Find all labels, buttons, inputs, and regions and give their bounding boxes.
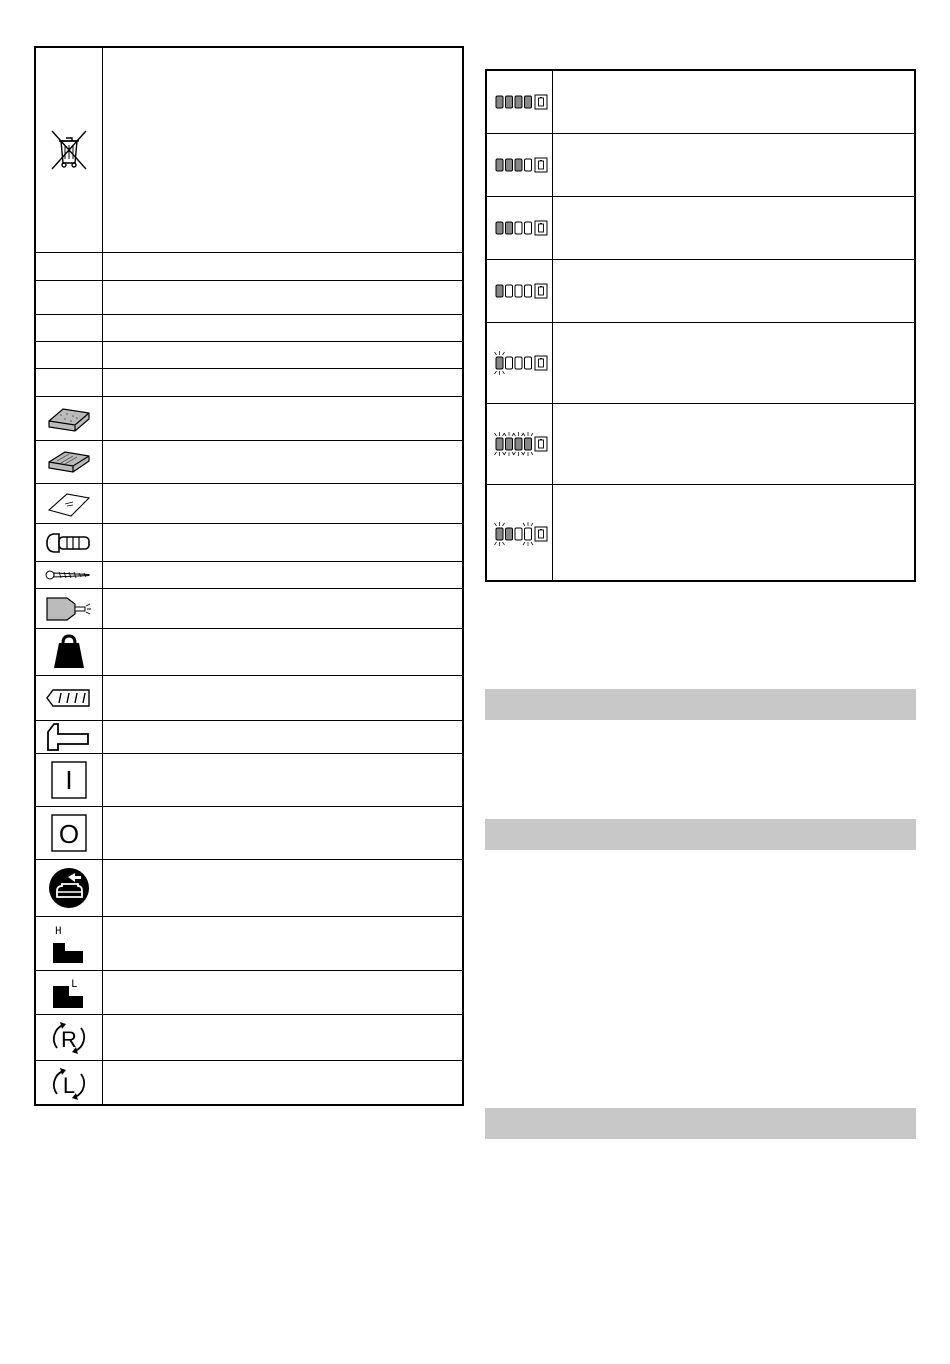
symbol-row	[36, 252, 462, 280]
symbol-icon-cell	[36, 629, 103, 675]
battery-level-4-icon	[492, 86, 548, 118]
battery-indicator-description	[553, 71, 914, 133]
rotation-left-icon	[49, 1064, 89, 1104]
symbol-description	[103, 860, 462, 916]
svg-text:L: L	[62, 1072, 76, 1098]
battery-indicator-cell	[487, 404, 553, 484]
symbol-icon-cell	[36, 441, 103, 483]
battery-indicator-row	[487, 133, 914, 196]
symbol-description	[103, 1061, 462, 1106]
symbol-icon-cell	[36, 971, 103, 1014]
symbol-icon-cell	[36, 562, 103, 588]
symbol-description	[103, 48, 462, 252]
battery-indicator-description	[553, 485, 914, 582]
battery-indicator-row	[487, 196, 914, 259]
battery-level-1-blinking-icon	[492, 347, 548, 379]
symbol-icon-cell	[36, 524, 103, 561]
symbol-description	[103, 253, 462, 280]
switch-off-icon	[50, 813, 88, 853]
symbol-description	[103, 676, 462, 720]
symbol-icon-cell	[36, 484, 103, 523]
symbol-icon-cell	[36, 315, 103, 341]
symbol-row	[36, 561, 462, 588]
symbol-icon-cell	[36, 281, 103, 314]
symbol-icon-cell	[36, 369, 103, 396]
battery-indicator-table	[485, 69, 916, 582]
charger-icon	[47, 448, 91, 476]
symbol-icon-cell	[36, 676, 103, 720]
battery-indicator-row	[487, 403, 914, 484]
drill-chuck-icon	[45, 594, 93, 624]
svg-text:H: H	[55, 925, 62, 938]
symbol-description	[103, 917, 462, 970]
symbol-row	[36, 314, 462, 341]
battery-cells-icon	[45, 688, 93, 708]
symbol-description	[103, 369, 462, 396]
symbol-row	[36, 341, 462, 368]
symbol-description	[103, 441, 462, 483]
battery-indicator-cell	[487, 197, 553, 259]
symbol-row	[36, 753, 462, 806]
symbol-row	[36, 916, 462, 970]
symbol-description	[103, 484, 462, 523]
symbol-row	[36, 588, 462, 628]
symbol-row	[36, 280, 462, 314]
symbol-row	[36, 859, 462, 916]
symbol-description	[103, 281, 462, 314]
battery-indicator-description	[553, 404, 914, 484]
svg-text:I: I	[65, 765, 73, 795]
low-speed-icon	[49, 976, 89, 1010]
battery-pack-icon	[47, 405, 91, 433]
battery-level-2-icon	[492, 212, 548, 244]
manual-booklet-icon	[47, 490, 91, 518]
battery-indicator-cell	[487, 260, 553, 322]
crossed-out-wheelie-bin-icon	[49, 129, 89, 171]
section-heading-bar	[485, 1108, 916, 1139]
symbol-row	[36, 440, 462, 483]
symbol-description	[103, 342, 462, 368]
battery-indicator-row	[487, 484, 914, 582]
battery-indicator-description	[553, 134, 914, 196]
symbol-icon-cell	[36, 917, 103, 970]
section-heading-bar	[485, 689, 916, 720]
bolt-icon	[45, 531, 93, 555]
symbol-row	[36, 970, 462, 1014]
battery-level-1-icon	[492, 275, 548, 307]
svg-text:O: O	[58, 819, 80, 849]
weight-icon	[51, 633, 87, 671]
section-heading-bar	[485, 819, 916, 850]
battery-indicator-description	[553, 260, 914, 322]
symbol-icon-cell	[36, 807, 103, 859]
symbol-row	[36, 48, 462, 252]
battery-indicator-row	[487, 71, 914, 133]
symbol-icon-cell	[36, 1015, 103, 1060]
symbol-row	[36, 368, 462, 396]
symbol-row	[36, 483, 462, 523]
battery-indicator-description	[553, 323, 914, 403]
symbol-row	[36, 1014, 462, 1060]
battery-alternate-blinking-icon	[492, 518, 548, 550]
symbol-description	[103, 971, 462, 1014]
symbol-row	[36, 523, 462, 561]
symbol-row	[36, 675, 462, 720]
symbol-description	[103, 754, 462, 806]
symbol-icon-cell	[36, 754, 103, 806]
high-speed-icon	[49, 923, 89, 965]
symbol-icon-cell	[36, 721, 103, 753]
symbol-icon-cell	[36, 589, 103, 628]
rotation-right-icon	[49, 1018, 89, 1058]
switch-on-icon	[50, 760, 88, 800]
battery-indicator-cell	[487, 323, 553, 403]
battery-indicator-cell	[487, 71, 553, 133]
symbol-row	[36, 720, 462, 753]
symbol-description	[103, 397, 462, 440]
symbol-row	[36, 1060, 462, 1106]
symbol-row	[36, 396, 462, 440]
battery-indicator-cell	[487, 134, 553, 196]
symbol-icon-cell	[36, 1061, 103, 1106]
symbol-icon-cell	[36, 860, 103, 916]
symbol-description	[103, 1015, 462, 1060]
symbol-icon-cell	[36, 253, 103, 280]
svg-text:L: L	[71, 978, 78, 991]
symbol-description	[103, 315, 462, 341]
wood-screw-icon	[45, 568, 93, 582]
symbols-table	[34, 46, 464, 1106]
symbol-description	[103, 589, 462, 628]
symbol-description	[103, 721, 462, 753]
battery-indicator-row	[487, 322, 914, 403]
battery-indicator-row	[487, 259, 914, 322]
battery-indicator-cell	[487, 485, 553, 582]
symbol-row	[36, 806, 462, 859]
read-manual-icon	[48, 867, 90, 909]
symbol-description	[103, 524, 462, 561]
symbol-description	[103, 562, 462, 588]
symbol-icon-cell	[36, 342, 103, 368]
symbol-description	[103, 629, 462, 675]
hammer-icon	[46, 720, 92, 754]
battery-indicator-description	[553, 197, 914, 259]
symbol-row	[36, 628, 462, 675]
symbol-icon-cell	[36, 397, 103, 440]
symbol-description	[103, 807, 462, 859]
svg-text:R: R	[61, 1026, 77, 1052]
battery-all-blinking-icon	[492, 428, 548, 460]
symbol-icon-cell	[36, 48, 103, 252]
battery-level-3-icon	[492, 149, 548, 181]
